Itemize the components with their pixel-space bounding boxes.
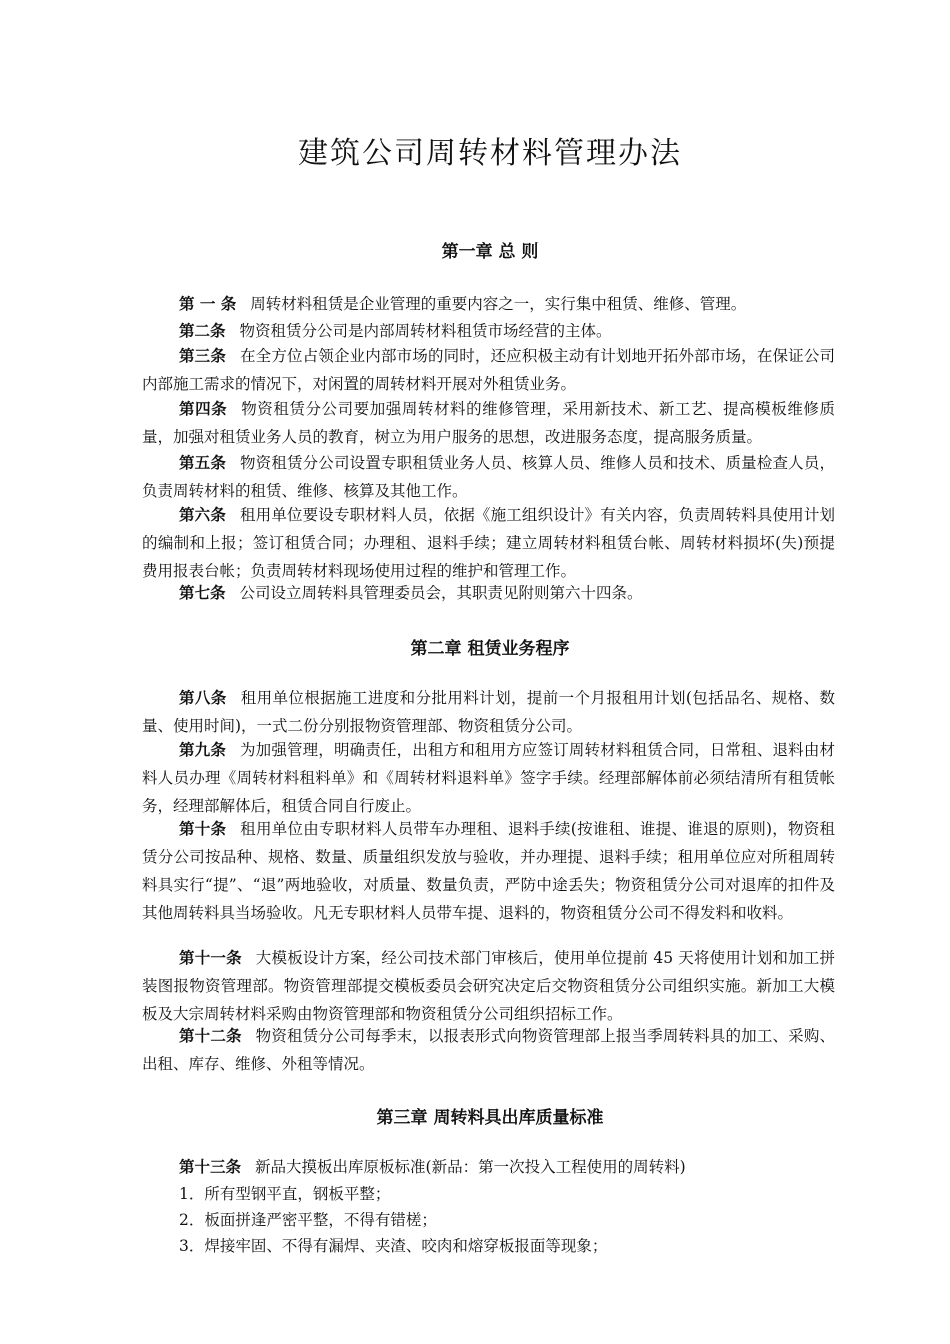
article-label: 第十三条 (179, 1158, 242, 1176)
article-text: 周转材料租赁是企业管理的重要内容之一，实行集中租赁、维修、管理。 (250, 295, 747, 313)
article-label: 第八条 (179, 689, 227, 707)
chapter-heading: 第一章 总 则 (441, 242, 539, 262)
article-7 (142, 579, 835, 607)
article-label: 第二条 (179, 322, 226, 340)
article-11 (142, 944, 835, 1028)
article-label: 第三条 (179, 347, 226, 365)
article-10 (142, 815, 835, 927)
document-title: 建筑公司周转材料管理办法 (298, 136, 682, 171)
article-12 (142, 1022, 835, 1078)
article-4 (142, 395, 835, 451)
article-5 (142, 449, 835, 505)
article-1 (142, 290, 835, 318)
list-item: 3．焊接牢固、不得有漏焊、夹渣、咬肉和熔穿板报面等现象； (179, 1237, 608, 1255)
article-label: 第十一条 (179, 949, 242, 967)
article-label: 第十二条 (179, 1027, 242, 1045)
article-9 (142, 736, 835, 820)
article-text: 新品大摸板出库原板标准(新品：第一次投入工程使用的周转料) (255, 1158, 686, 1176)
article-text: 公司设立周转料具管理委员会，其职责见附则第六十四条。 (239, 584, 643, 602)
article-6 (142, 501, 835, 585)
article-label: 第 一 条 (179, 295, 237, 313)
article-2 (142, 317, 835, 345)
article-text: 物资租赁分公司要加强周转材料的维修管理，采用新技术、新工艺、提高模板维修质量，加强对租赁业务人员的教育，树立为用户服务的思想，改进服务态度，提高服务质量。 (142, 400, 835, 446)
article-label: 第十条 (179, 820, 227, 838)
article-label: 第七条 (179, 584, 226, 602)
article-label: 第九条 (179, 741, 226, 759)
chapter-heading: 第三章 周转料具出库质量标准 (376, 1108, 604, 1128)
article-text: 租用单位由专职材料人员带车办理租、退料手续(按谁租、谁提、谁退的原则)，物资租赁分公司按品种、规格、数量、质量组织发放与验收，并办理提、退料手续；租用单位应对所租周转料具实行“提”、“退”两地验收，对质量、数量负责，严防中途丢失；物资租赁分公司对退库的扣件及其他周转料具当场验收。凡无专职材料人员带车提、退料的，物资租赁分公司不得发料和收料。 (142, 820, 835, 922)
article-label: 第五条 (179, 454, 226, 472)
article-text: 租用单位根据施工进度和分批用料计划，提前一个月报租用计划(包括品名、规格、数量、使用时间)，一式二份分别报物资管理部、物资租赁分公司。 (142, 689, 835, 735)
article-text: 物资租赁分公司每季末，以报表形式向物资管理部上报当季周转料具的加工、采购、出租、库存、维修、外租等情况。 (142, 1027, 835, 1073)
list-item: 2．板面拼逢严密平整，不得有错槎； (179, 1211, 437, 1229)
article-text: 物资租赁分公司是内部周转材料租赁市场经营的主体。 (239, 322, 612, 340)
chapter-heading: 第二章 租赁业务程序 (410, 639, 570, 659)
article-3 (142, 342, 835, 398)
article-text: 租用单位要设专职材料人员，依据《施工组织设计》有关内容，负责周转料具使用计划的编制和上报；签订租赁合同；办理租、退料手续；建立周转材料租赁台帐、周转材料损坏(失)预提费用报表台帐；负责周转材料现场使用过程的维护和管理工作。 (142, 506, 835, 580)
article-13 (142, 1153, 835, 1181)
article-text: 大模板设计方案，经公司技术部门审核后，使用单位提前 45 天将使用计划和加工拼装图报物资管理部。物资管理部提交模板委员会研究决定后交物资租赁分公司组织实施。新加工大模板及大宗周转材料采购由物资管理部和物资租赁分公司组织招标工作。 (142, 949, 835, 1023)
article-text: 为加强管理，明确责任，出租方和租用方应签订周转材料租赁合同，日常租、退料由材料人员办理《周转材料租料单》和《周转材料退料单》签字手续。经理部解体前必须结清所有租赁帐务，经理部解体后，租赁合同自行废止。 (142, 741, 835, 815)
article-text: 在全方位占领企业内部市场的同时，还应积极主动有计划地开拓外部市场，在保证公司内部施工需求的情况下，对闲置的周转材料开展对外租赁业务。 (142, 347, 835, 393)
article-text: 物资租赁分公司设置专职租赁业务人员、核算人员、维修人员和技术、质量检查人员，负责周转材料的租赁、维修、核算及其他工作。 (142, 454, 835, 500)
list-item: 1．所有型钢平直，钢板平整； (179, 1185, 391, 1203)
article-label: 第四条 (179, 400, 228, 418)
article-label: 第六条 (179, 506, 226, 524)
article-8 (142, 684, 835, 740)
